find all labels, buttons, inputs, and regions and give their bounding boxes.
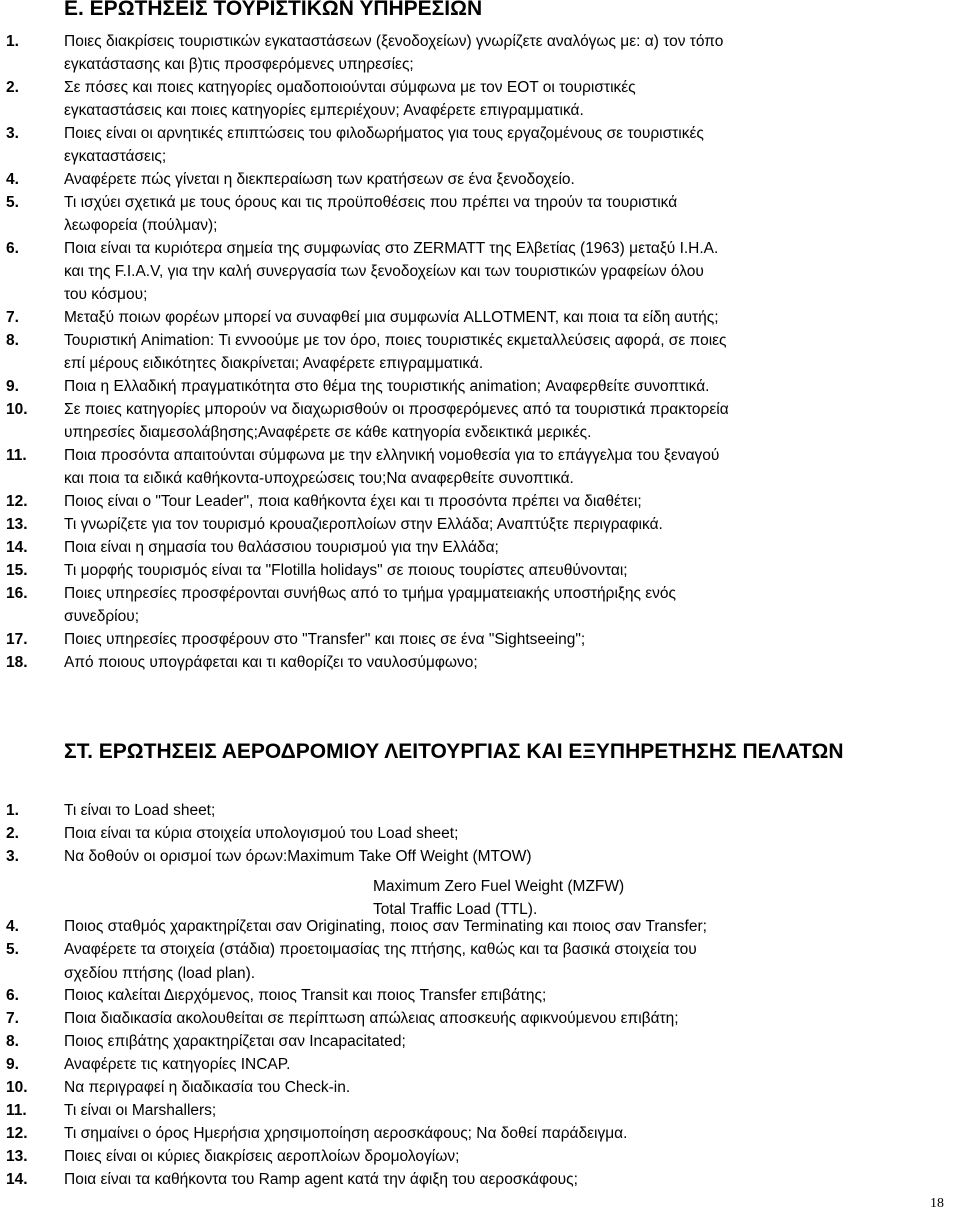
question-text: Ποιος επιβάτης χαρακτηρίζεται σαν Incapacitated; bbox=[64, 1033, 406, 1050]
question-number: 3. bbox=[6, 125, 19, 142]
question-text: Ποια η Ελλαδική πραγματικότητα στο θέμα της τουριστικής animation; Αναφερθείτε συνοπτικά. bbox=[64, 378, 710, 395]
question-text: Ποια είναι τα καθήκοντα του Ramp agent κατά την άφιξη του αεροσκάφους; bbox=[64, 1171, 578, 1188]
question-number: 13. bbox=[6, 516, 28, 533]
question-text: Αναφέρετε τα στοιχεία (στάδια) προετοιμασίας της πτήσης, καθώς και τα βασικά στοιχεία του σχεδίου πτήσης (load plan). bbox=[64, 941, 697, 982]
question-text: Ποιες υπηρεσίες προσφέρονται συνήθως από το τμήμα γραμματειακής υποστήριξης ενός συνεδρίου; bbox=[64, 585, 676, 626]
question-text: Ποια διαδικασία ακολουθείται σε περίπτωση απώλειας αποσκευής αφικνούμενου επιβάτη; bbox=[64, 1010, 679, 1027]
question-number: 2. bbox=[6, 825, 19, 842]
question-number: 14. bbox=[6, 1171, 28, 1188]
question-number: 4. bbox=[6, 171, 19, 188]
question-number: 12. bbox=[6, 1125, 28, 1142]
question-text: Τι είναι οι Marshallers; bbox=[64, 1102, 217, 1119]
question-text: Ποιος σταθμός χαρακτηρίζεται σαν Originating, ποιος σαν Terminating και ποιος σαν Transfer; bbox=[64, 918, 707, 935]
question-number: 13. bbox=[6, 1148, 28, 1165]
question-text: Ποιος είναι ο "Tour Leader", ποια καθήκοντα έχει και τι προσόντα πρέπει να διαθέτει; bbox=[64, 493, 642, 510]
question-text: Αναφέρετε τις κατηγορίες INCAP. bbox=[64, 1056, 291, 1073]
question-number: 7. bbox=[6, 309, 19, 326]
question-text: Ποια είναι τα κυριότερα σημεία της συμφωνίας στο ZERMATT της Ελβετίας (1963) μεταξύ I.H.A. και της F.I.A.V, για την καλή συνεργασία των ξενοδοχείων και των τουριστικών γραφείων όλου του κόσμου; bbox=[64, 240, 719, 304]
question-number: 17. bbox=[6, 631, 28, 648]
question-number: 11. bbox=[6, 1102, 27, 1119]
section-e-title: Ε. ΕΡΩΤΗΣΕΙΣ ΤΟΥΡΙΣΤΙΚΩΝ ΥΠΗΡΕΣΙΩΝ bbox=[64, 0, 483, 20]
question-number: 12. bbox=[6, 493, 28, 510]
question-text: Ποιες είναι οι αρνητικές επιπτώσεις του φιλοδωρήματος για τους εργαζομένους σε τουριστικές εγκαταστάσεις; bbox=[64, 125, 704, 166]
question-text: Σε ποιες κατηγορίες μπορούν να διαχωρισθούν οι προσφερόμενες από τα τουριστικά πρακτορεία υπηρεσίες διαμεσολάβησης;Αναφέρετε σε κάθε κατηγορία ενδεικτικά μερικές. bbox=[64, 401, 729, 442]
question-number: 3. bbox=[6, 848, 19, 865]
question-text: Τι γνωρίζετε για τον τουρισμό κρουαζιεροπλοίων στην Ελλάδα; Αναπτύξτε περιγραφικά. bbox=[64, 516, 663, 533]
question-number: 2. bbox=[6, 79, 19, 96]
question-number: 11. bbox=[6, 447, 27, 464]
question-number: 1. bbox=[6, 802, 19, 819]
question-number: 8. bbox=[6, 332, 19, 349]
question-number: 6. bbox=[6, 987, 19, 1004]
question-text: Ποια είναι τα κύρια στοιχεία υπολογισμού του Load sheet; bbox=[64, 825, 459, 842]
question-number: 9. bbox=[6, 1056, 19, 1073]
question-text: Τι σημαίνει ο όρος Ημερήσια χρησιμοποίηση αεροσκάφους; Να δοθεί παράδειγμα. bbox=[64, 1125, 628, 1142]
page-number: 18 bbox=[930, 1196, 944, 1211]
question-text: Τι ισχύει σχετικά με τους όρους και τις προϋποθέσεις που πρέπει να τηρούν τα τουριστικά λεωφορεία (πούλμαν); bbox=[64, 194, 678, 235]
question-number: 14. bbox=[6, 539, 28, 556]
question-text: Ποιες διακρίσεις τουριστικών εγκαταστάσεων (ξενοδοχείων) γνωρίζετε αναλόγως με: α) τον τόπο εγκατάστασης και β)τις προσφερόμενες υπηρεσίες; bbox=[64, 33, 724, 74]
question-number: 4. bbox=[6, 918, 19, 935]
question-text: Τι είναι το Load sheet; bbox=[64, 802, 216, 819]
question-text: Να περιγραφεί η διαδικασία του Check-in. bbox=[64, 1079, 351, 1096]
question-text: Μεταξύ ποιων φορέων μπορεί να συναφθεί μια συμφωνία ALLOTMENT, και ποια τα είδη αυτής; bbox=[64, 309, 719, 326]
question-text: Ποιος καλείται Διερχόμενος, ποιος Transit και ποιος Transfer επιβάτης; bbox=[64, 987, 547, 1004]
question-text: Να δοθούν οι ορισμοί των όρων:Maximum Take Off Weight (MTOW) bbox=[64, 848, 532, 865]
question-text: Ποιες υπηρεσίες προσφέρουν στο "Transfer" και ποιες σε ένα "Sightseeing"; bbox=[64, 631, 586, 648]
section-st-title: ΣΤ. ΕΡΩΤΗΣΕΙΣ ΑΕΡΟΔΡΟΜΙΟΥ ΛΕΙΤΟΥΡΓΙΑΣ ΚΑΙ ΕΞΥΠΗΡΕΤΗΣΗΣ ΠΕΛΑΤΩΝ bbox=[64, 740, 844, 763]
question-text: Από ποιους υπογράφεται και τι καθορίζει το ναυλοσύμφωνο; bbox=[64, 654, 478, 671]
question-number: 10. bbox=[6, 401, 28, 418]
question-text: Τουριστική Animation: Τι εννοούμε με τον όρο, ποιες τουριστικές εκμεταλλεύσεις αφορά, σε ποιες επί μέρους ειδικότητες διακρίνεται; Αναφέρετε επιγραμματικά. bbox=[64, 332, 727, 373]
question-number: 18. bbox=[6, 654, 28, 671]
question-number: 5. bbox=[6, 194, 19, 211]
question-number: 8. bbox=[6, 1033, 19, 1050]
question-number: 16. bbox=[6, 585, 28, 602]
question-number: 5. bbox=[6, 941, 19, 958]
question-text: Σε πόσες και ποιες κατηγορίες ομαδοποιούνται σύμφωνα με τον ΕΟΤ οι τουριστικές εγκαταστάσεις και ποιες κατηγορίες εμπεριέχουν; Αναφέρετε επιγραμματικά. bbox=[64, 79, 636, 120]
question-number: 6. bbox=[6, 240, 19, 257]
question-text: Τι μορφής τουρισμός είναι τα "Flotilla holidays" σε ποιους τουρίστες απευθύνονται; bbox=[64, 562, 628, 579]
question-text: Ποια είναι η σημασία του θαλάσσιου τουρισμού για την Ελλάδα; bbox=[64, 539, 499, 556]
question-text: Ποια προσόντα απαιτούνται σύμφωνα με την ελληνική νομοθεσία για το επάγγελμα του ξεναγού και ποια τα ειδικά καθήκοντα-υποχρεώσεις του;Να αναφερθείτε συνοπτικά. bbox=[64, 447, 720, 488]
question-text: Ποιες είναι οι κύριες διακρίσεις αεροπλοίων δρομολογίων; bbox=[64, 1148, 460, 1165]
q3-extra-ttl: Total Traffic Load (TTL). bbox=[373, 901, 538, 918]
question-text: Αναφέρετε πώς γίνεται η διεκπεραίωση των κρατήσεων σε ένα ξενοδοχείο. bbox=[64, 171, 575, 188]
question-number: 9. bbox=[6, 378, 19, 395]
question-number: 10. bbox=[6, 1079, 28, 1096]
question-number: 7. bbox=[6, 1010, 19, 1027]
question-number: 15. bbox=[6, 562, 28, 579]
q3-extra-mzfw: Maximum Zero Fuel Weight (MZFW) bbox=[373, 878, 625, 895]
question-number: 1. bbox=[6, 33, 19, 50]
